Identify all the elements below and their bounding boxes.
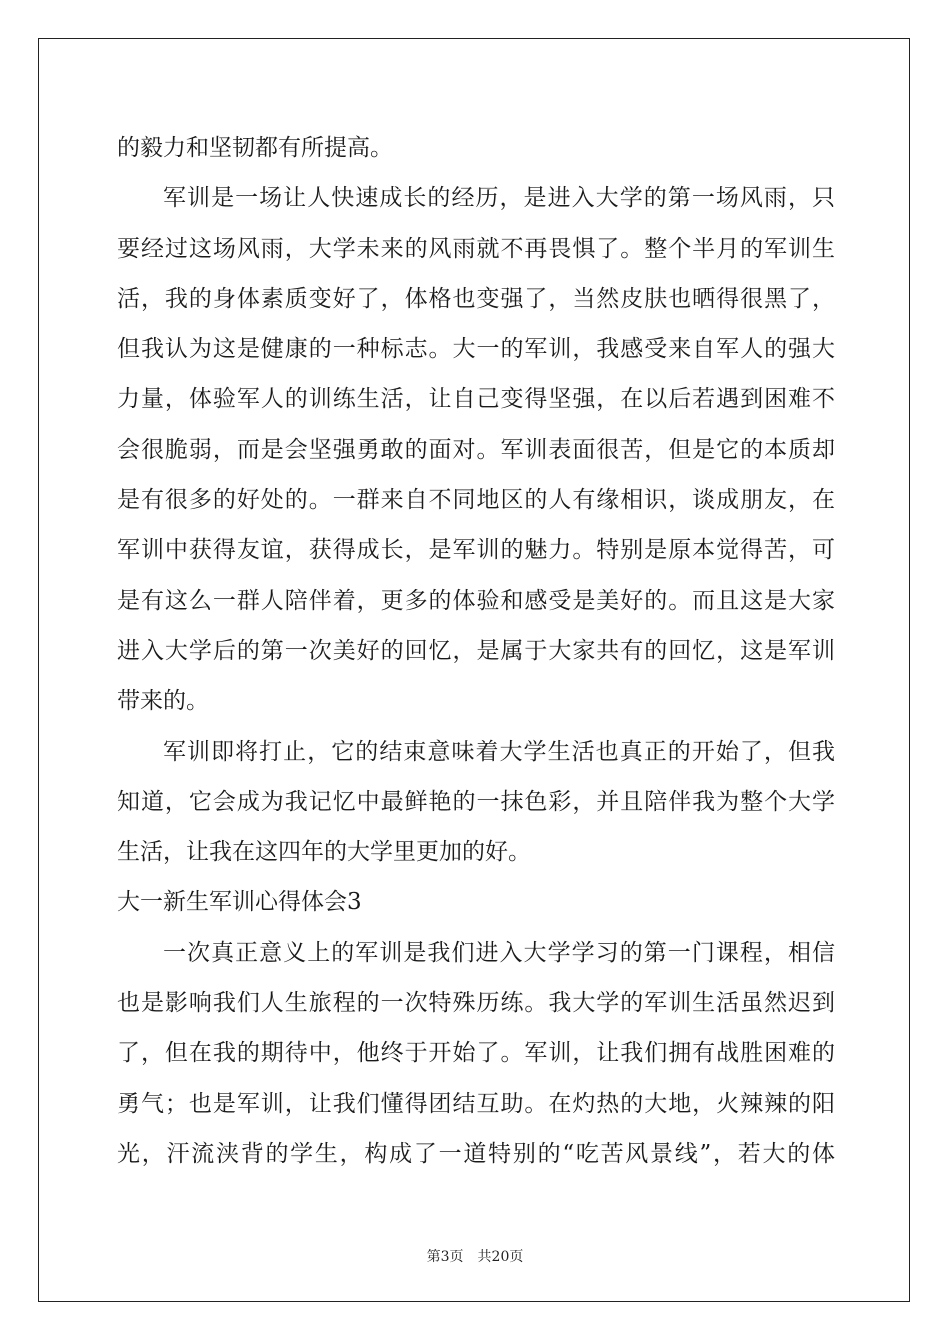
page-number: 第3页 xyxy=(426,1249,464,1265)
text-line: 了，但在我的期待中，他终于开始了。军训，让我们拥有战胜困难的 xyxy=(117,1040,835,1067)
page-footer xyxy=(0,1246,950,1266)
text-line: 光，汗流浃背的学生，构成了一道特别的“吃苦风景线”，若大的体 xyxy=(117,1140,835,1167)
paragraph-first-line: 一次真正意义上的军训是我们进入大学学习的第一门课程，相信 xyxy=(163,939,835,966)
paragraph-first-line: 军训即将打止，它的结束意味着大学生活也真正的开始了，但我 xyxy=(163,738,835,765)
document-body xyxy=(117,123,835,1179)
text-line: 是有很多的好处的。一群来自不同地区的人有缘相识，谈成朋友，在 xyxy=(117,487,835,514)
text-line: 军训中获得友谊，获得成长，是军训的魅力。特别是原本觉得苦，可 xyxy=(117,537,835,564)
text-line: 是有这么一群人陪伴着，更多的体验和感受是美好的。而且这是大家 xyxy=(117,587,835,614)
paragraph-first-line: 军训是一场让人快速成长的经历，是进入大学的第一场风雨，只 xyxy=(163,185,835,212)
text-line: 知道，它会成为我记忆中最鲜艳的一抹色彩，并且陪伴我为整个大学 xyxy=(117,788,835,815)
text-line: 要经过这场风雨，大学未来的风雨就不再畏惧了。整个半月的军训生 xyxy=(117,235,835,262)
section-heading: 大一新生军训心得体会3 xyxy=(117,889,362,916)
text-line: 力量，体验军人的训练生活，让自己变得坚强，在以后若遇到困难不 xyxy=(117,386,835,413)
text-line: 生活，让我在这四年的大学里更加的好。 xyxy=(117,839,531,866)
text-line: 勇气；也是军训，让我们懂得团结互助。在灼热的大地，火辣辣的阳 xyxy=(117,1090,835,1117)
text-line: 也是影响我们人生旅程的一次特殊历练。我大学的军训生活虽然迟到 xyxy=(117,990,835,1017)
text-line: 的毅力和坚韧都有所提高。 xyxy=(117,135,393,161)
text-line: 带来的。 xyxy=(117,688,209,715)
page-total: 共20页 xyxy=(477,1249,524,1265)
text-line: 会很脆弱，而是会坚强勇敢的面对。军训表面很苦，但是它的本质却 xyxy=(117,436,835,463)
text-line: 进入大学后的第一次美好的回忆，是属于大家共有的回忆，这是军训 xyxy=(117,637,835,664)
text-line: 但我认为这是健康的一种标志。大一的军训，我感受来自军人的强大 xyxy=(117,336,835,363)
text-line: 活，我的身体素质变好了，体格也变强了，当然皮肤也晒得很黑了， xyxy=(117,285,835,312)
